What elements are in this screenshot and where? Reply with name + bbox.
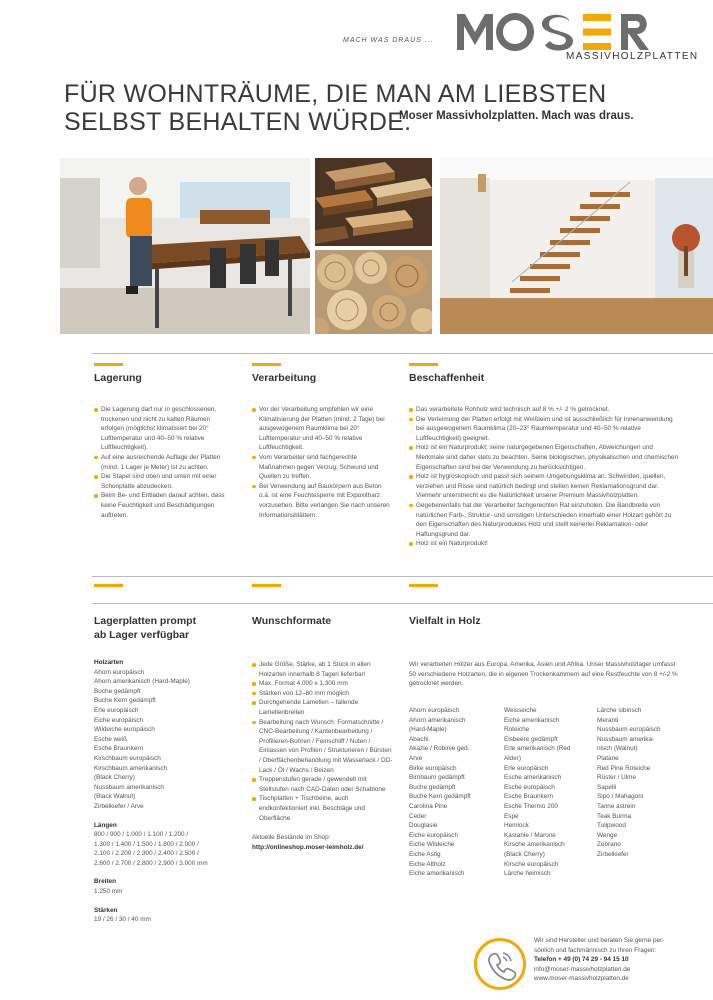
list-item: Hemlock <box>504 822 529 830</box>
list-item: Birnbaum gedämpft <box>409 774 465 782</box>
staerken-value: 19 / 26 / 30 / 40 mm <box>94 916 151 924</box>
list-item: Holz ist ein Naturprodukt! <box>409 539 681 549</box>
list-item: Teak Burma <box>597 812 632 820</box>
list-item: Kirsche europäisch <box>504 860 559 868</box>
list-item: Die Stapel sind oben und unten mit einer Schonplatte abzudecken. <box>94 472 234 491</box>
list-item: Ahorn amerikanisch (Hard-Maple) <box>94 678 190 686</box>
list-item: Nussbaum amerika- <box>597 735 655 743</box>
section-title-lagerplatten <box>94 614 196 642</box>
list-item: Ahorn europäisch <box>94 668 145 676</box>
list-item: Zebrano <box>597 841 621 849</box>
section-title-vielfalt: Vielfalt in Holz <box>409 615 481 627</box>
accent-bar-lagerung <box>94 363 123 366</box>
list-item: Esche amerikanisch <box>504 774 562 782</box>
list-item: Esche Braunkern <box>94 745 144 753</box>
list-item: nisch (Walnut) <box>597 745 638 753</box>
staerken-label: Stärken <box>94 906 118 914</box>
list-item: Arve <box>409 754 423 762</box>
list-item: Vom Verarbeiter sind fachgerechte Maßnahmen gegen Verzug, Schwund und Quellen zu treffen. <box>252 453 392 482</box>
list-item: Zirbelkiefer <box>597 850 629 858</box>
list-item: Holz ist hygroskopisch und passt sich seinem Umgebungsklima an. Schwinden, quellen, verziehen und Risse sind natürlich bedingt und stellen keinen Reklamationsgrund dar. Vielmehr unterstreicht es die Natürlichkeit unserer Premium Massivholzplatten. <box>409 472 681 501</box>
list-item: Vor der Verarbeitung empfehlen wir eine Klimatisierung der Platten (mind. 2 Tage) bei ausgewogenem Raumklima bei 20° Lufttemperatur und 40–50 % relative Luftfeuchtigkeit. <box>252 405 392 453</box>
list-item: Treppenstufen gerade / gewendelt mit Stellstufen nach CAD-Daten oder Schablone <box>252 775 394 794</box>
holzarten-label: Holzarten <box>94 659 124 666</box>
section-title-lagerung: Lagerung <box>94 372 142 384</box>
list-item: Eiche europäisch <box>94 716 144 724</box>
list-item: Ceder <box>409 812 427 820</box>
section-title-verarbeitung: Verarbeitung <box>252 372 317 384</box>
list-item: Esche Thermo 200 <box>504 802 558 810</box>
list-item: Roteiche <box>504 726 530 734</box>
section-title-wunschformate: Wunschformate <box>252 615 332 627</box>
list-item: Beim Be- und Entladen darauf achten, dass keine Feuchtigkeit und Beschädigungen auftreten. <box>94 491 234 520</box>
section-divider-top <box>92 353 713 354</box>
list-item: Eiche amerikanisch <box>504 716 560 724</box>
list-item: Erle europäisch <box>504 764 549 772</box>
shop-link[interactable]: http://onlineshop.moser-leimholz.de/ <box>252 843 364 851</box>
list-item: Kirsche amerikanisch <box>504 841 565 849</box>
list-item: Rüster / Ulme <box>597 774 637 782</box>
list-item: Alder) <box>504 754 522 762</box>
list-item: Eiche europäisch <box>409 831 459 839</box>
breiten-label: Breiten <box>94 878 117 886</box>
contact-text-line-2: sönlich und fachmännisch zu Ihren Fragen: <box>534 946 657 954</box>
list-item: Eiche amerikanisch <box>409 870 465 878</box>
list-item: Buche Kern gedämpft <box>409 793 471 801</box>
list-item: Stärken von 12–80 mm möglich <box>252 689 394 699</box>
list-item: Tischplatten + Tischbeine, auch endkonfektioniert inkl. Beschläge und Oberfläche <box>252 794 394 823</box>
list-item: Lärche sibirisch <box>597 707 642 714</box>
website-link[interactable]: www.moser-massivholzplatten.de <box>534 975 629 983</box>
phone-icon <box>477 941 523 987</box>
section-title-beschaffenheit: Beschaffenheit <box>409 372 485 384</box>
list-item: Eiche Astig <box>409 850 441 858</box>
wood-list-column-3 <box>597 706 661 860</box>
list-item: (Black Cherry) <box>504 850 545 858</box>
email-link[interactable]: info@moser-massivholzplatten.de <box>534 965 631 973</box>
list-item: Gegebenenfalls hat der Verarbeiter fachgerechten Rat einzuholen. Die Bandbreite von natürlichen Farb-, Struktur- und sonstigen Unterschieden innerhalb einer Holzart gehört zu den Eigenschaften des Naturproduktes Holz und stellt keinerlei Reklamation- oder Haftungsgrund dar. <box>409 501 681 539</box>
beschaffenheit-list <box>409 405 681 549</box>
list-item: (Black Walnut) <box>94 793 136 801</box>
contact-text-line-1: Wir sind Hersteller und beraten Sie gerne per- <box>534 937 665 944</box>
list-item: Sapelli <box>597 783 617 791</box>
list-item: Buche Kern gedämpft <box>94 697 156 705</box>
vielfalt-intro: Wir verarbeiten Hölzer aus Europa, Amerika, Asien und Afrika. Unser Massivholzlager umfasst 50 verschiedene Holzarten, die in eigenen Trockenkammern auf eine Restfeuchte von 8 +/-2 % getrocknet werden. <box>409 661 678 688</box>
list-item: Die Lagerung darf nur in geschlossenen, trockenen und nicht zu kalten Räumen erfolgen (möglichst klimatisiert bei 20° Lufttemperatur und 40–50 % relative Luftfeuchtigkeit). <box>94 405 234 453</box>
list-item: Tanne astrein <box>597 802 636 810</box>
list-item: Meranti <box>597 716 619 724</box>
laengen-label: Längen <box>94 821 117 829</box>
accent-bar-verarbeitung <box>252 363 281 366</box>
list-item: Lärche heimisch <box>504 870 551 878</box>
breiten-value: 1.250 mm <box>94 888 123 896</box>
list-item: Espe <box>504 812 519 820</box>
list-item: Holz ist ein Naturprodukt; seine naturgegebenen Eigenschaften, Abweichungen und Merkmale sind daher stets zu beachten. Seine biologischen, physikalischen und chemischen Eigenschaften sind bei der Verwendung zu berücksichtigen. <box>409 443 681 472</box>
laengen-block <box>94 821 244 869</box>
list-item: Max. Format 4.000 x 1.300 mm <box>252 679 394 689</box>
title-line-1: Lagerplatten prompt <box>94 615 197 627</box>
list-item: Akazie / Robinie ged. <box>409 745 470 753</box>
list-item: Platane <box>597 754 619 762</box>
list-item: Ahorn europäisch <box>409 707 460 714</box>
list-item: Esche Braunkern <box>504 793 554 801</box>
list-item: Kirschbaum amerikanisch <box>94 764 168 772</box>
list-item: Kirschbaum europäisch <box>94 754 161 762</box>
holzarten-block <box>94 658 244 812</box>
list-item: Carolina Pine <box>409 802 448 810</box>
list-item: Eiche Wildeiche <box>409 841 455 849</box>
section-divider-middle <box>92 576 713 577</box>
laengen-line: 2.600 / 2.700 / 2.800 / 2.900 / 3.000 mm <box>94 859 208 867</box>
list-item: Jede Größe, Stärke, ab 1 Stück in allen Holzarten innerhalb 8 Tagen lieferbar! <box>252 660 394 679</box>
list-item: Wenge <box>597 831 618 839</box>
accent-bar-lagerplatten <box>94 584 123 587</box>
headline-line-1: FÜR WOHNTRÄUME, DIE MAN AM LIEBSTEN <box>64 80 607 108</box>
page-headline <box>64 80 606 136</box>
wunschformate-content <box>252 660 394 852</box>
laengen-line: 1.300 / 1.400 / 1.500 / 1.800 / 2.000 / <box>94 840 199 848</box>
title-line-2: ab Lager verfügbar <box>94 629 190 641</box>
shop-label: Aktuelle Bestände im Shop: <box>252 834 331 842</box>
breiten-block <box>94 877 244 896</box>
tagline: MACH WAS DRAUS ... <box>343 37 434 44</box>
staerken-block <box>94 906 244 925</box>
accent-bar-wunschformate <box>252 584 281 587</box>
wooden-staircase-photo <box>440 158 713 334</box>
list-item: Das verarbeitete Rohholz wird technisch auf 8 % +/- 2 % getrocknet. <box>409 405 681 415</box>
list-item: (Hard-Maple) <box>409 726 447 734</box>
phone-icon-circle <box>474 938 526 990</box>
wood-list-column-2 <box>504 706 570 879</box>
verarbeitung-list <box>252 405 392 520</box>
list-item: Sipo / Mahagoni <box>597 793 644 801</box>
headline-line-2: SELBST BEHALTEN WÜRDE. <box>64 108 412 136</box>
list-item: Auf eine ausreichende Auflage der Platten (mind. 1 Lager je Meter) ist zu achten. <box>94 453 234 472</box>
list-item: Erle europäisch <box>94 706 139 714</box>
list-item: Ahorn amerikanisch <box>409 716 466 724</box>
laengen-line: 800 / 900 / 1.000 / 1.100 / 1.200 / <box>94 831 189 839</box>
accent-bar-vielfalt <box>409 584 438 587</box>
list-item: Erle amerikanisch (Red <box>504 745 571 753</box>
list-item: Die Verleimung der Platten erfolgt mit Weißleim und ist ausschließlich für Innenanwendung bei ausgewogenem Raumklima (20–23° Raumtemperatur und 40–50 % relative Luftfeuchtigkeit) geeignet. <box>409 415 681 444</box>
phone-number[interactable]: Telefon + 49 (0) 74 29 - 94 15 10 <box>534 956 629 964</box>
list-item: (Black Cherry) <box>94 774 135 782</box>
list-item: Kastanie / Marone <box>504 831 556 839</box>
wood-discs-photo <box>315 250 432 334</box>
list-item: Red Pine Roteiche <box>597 764 651 772</box>
laengen-line: 2.100 / 2.200 / 2.300 / 2.400 / 2.500 / <box>94 850 199 858</box>
list-item: Douglasie <box>409 822 438 830</box>
list-item: Durchgehende Lamellen – fallende Lamellenbreiten <box>252 698 394 717</box>
contact-block <box>534 936 713 984</box>
list-item: Bei Verwendung auf Baukörpern aus Beton o.ä. ist eine Feuchtesperre mit Expoxitharz vorzusehen. Bitte verlangen Sie nach unseren Informationsblättern. <box>252 482 392 520</box>
lagerplatten-content <box>94 658 244 934</box>
list-item: Nussbaum europäisch <box>597 726 661 734</box>
list-item: Buche gedämpft <box>409 783 456 791</box>
list-item: Elsbeere gedämpft <box>504 735 558 743</box>
wood-list-column-1 <box>409 706 471 879</box>
logo-subtitle: MASSIVHOLZPLATTEN <box>566 51 699 62</box>
list-item: Buche gedämpft <box>94 687 141 695</box>
list-item: Abachi <box>409 735 429 743</box>
list-item: Weisseiche <box>504 707 537 714</box>
list-item: Esche europäisch <box>504 783 555 791</box>
list-item: Nussbaum amerikanisch <box>94 783 164 791</box>
section-divider-bottom <box>92 603 713 604</box>
list-item: Zirbelkiefer / Arve <box>94 802 144 810</box>
list-item: Birke europäisch <box>409 764 457 772</box>
list-item: Bearbeitung nach Wunsch: Formatschnitte / CNC-Bearbeitung / Kantenbearbeitung / Profilieren-Bohren / Feinschliff / Nuten / Einlassen von Profilen / Strukturieren / Bürsten / Oberflächenbehandlung mit Wasserlack / DD-Lack / Öl / Wachs / Beizen <box>252 718 394 776</box>
claim: Moser Massivholzplatten. Mach was draus. <box>399 110 634 122</box>
lagerung-list <box>94 405 234 520</box>
accent-bar-beschaffenheit <box>409 363 438 366</box>
list-item: Eiche Altholz <box>409 860 446 868</box>
list-item: Wildeiche europäisch <box>94 726 155 734</box>
wood-samples-photo <box>315 158 432 246</box>
list-item: Esche weiß <box>94 735 128 743</box>
man-on-wooden-table-photo <box>60 158 310 334</box>
list-item: Tulipwood <box>597 822 626 830</box>
